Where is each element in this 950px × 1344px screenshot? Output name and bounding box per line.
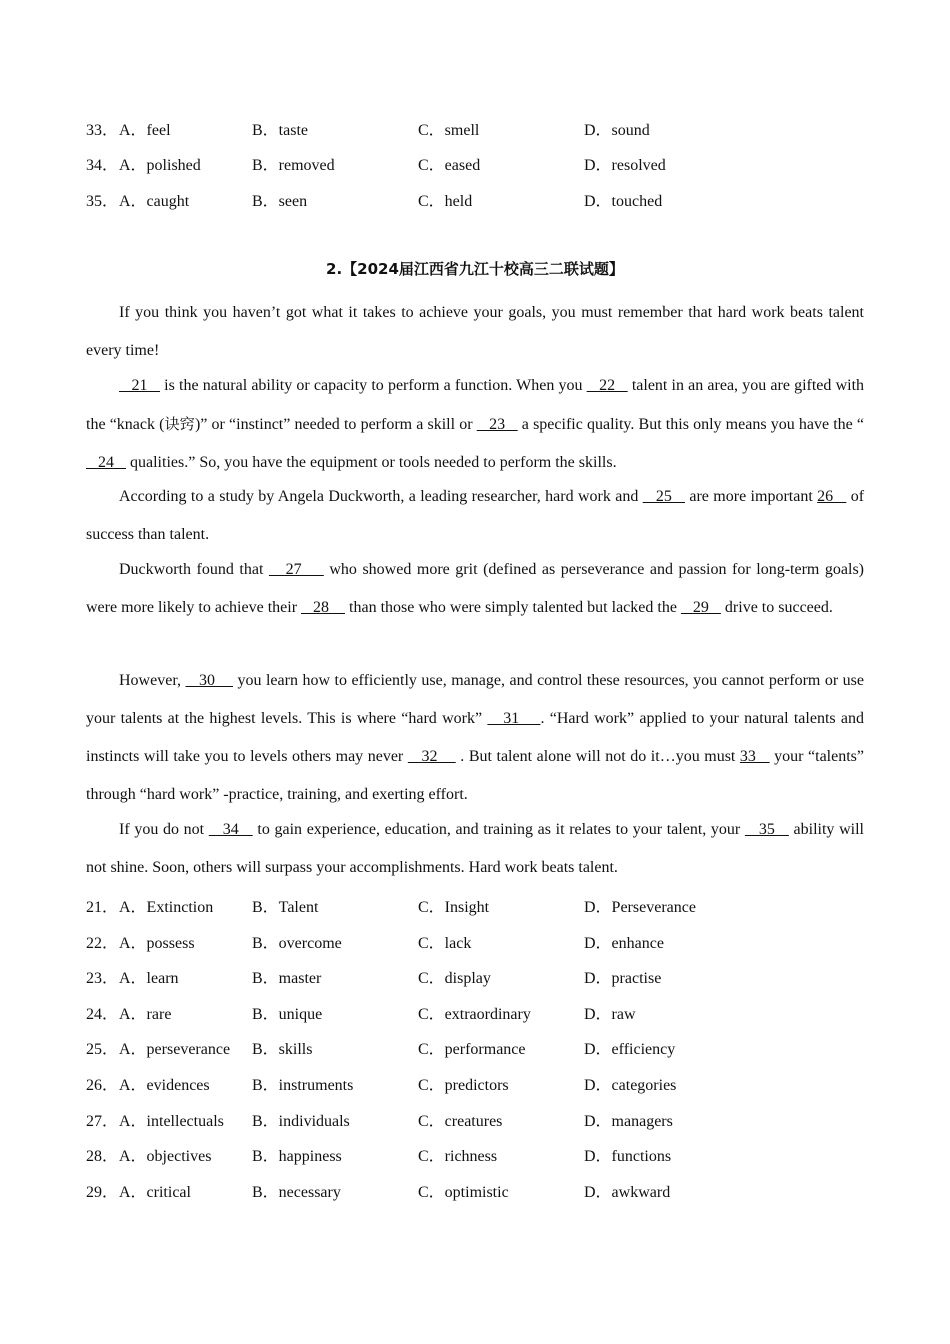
option-b: B．master [252,970,322,987]
option-a: A．feel [119,122,171,139]
option-a: A．critical [119,1184,191,1201]
option-d: D．functions [584,1148,672,1165]
option-b: B．overcome [252,935,342,952]
question-row-33 [86,117,866,139]
paragraph-text: is the natural ability or capacity to perform a function. When you [160,377,587,394]
option-c: C．smell [418,122,480,139]
option-b: B．necessary [252,1184,341,1201]
option-c: C．Insight [418,899,490,916]
paragraph-text: )” or “instinct” needed to perform a skill or [194,416,477,433]
chinese-gloss: 诀窍 [164,415,195,433]
question-row-29 [86,1179,866,1201]
option-a: A．caught [119,193,190,210]
question-row-23 [86,965,866,987]
blank-26: 26 [817,488,847,505]
paragraph-text: drive to succeed. [720,599,833,616]
blank-21: 21 [119,377,161,394]
option-b: B．taste [252,122,308,139]
paragraph-text: are more important [685,488,818,505]
passage-paragraph-5 [86,662,864,814]
question-number: 28． [86,1148,119,1165]
option-a: A．possess [119,935,195,952]
option-a: A．perseverance [119,1041,231,1058]
question-number: 25． [86,1041,119,1058]
option-d: D．enhance [584,935,664,952]
option-d: D．raw [584,1006,636,1023]
question-number: 21． [86,899,119,916]
blank-30: 30 [185,672,233,689]
option-c: C．performance [418,1041,526,1058]
option-a: A．objectives [119,1148,212,1165]
question-row-26 [86,1072,866,1094]
option-a: A．Extinction [119,899,214,916]
option-a: A．intellectuals [119,1113,224,1130]
paragraph-text: ability will not shine. Soon, others will surpass your accomplishments. Hard work beats talent. [86,821,864,876]
blank-32: 32 [407,748,456,765]
option-a: A．learn [119,970,179,987]
paragraph-text: If you do not [119,821,209,838]
paragraph-text: talent in an area, you are gifted with the “knack ( [86,377,865,433]
blank-24: 24 [86,454,126,471]
passage-paragraph-4 [86,551,864,627]
blank-23: 23 [476,416,518,433]
question-row-28 [86,1143,866,1165]
paragraph-text: a specific quality. But this only means you have the “ [517,416,865,433]
question-row-24 [86,1001,866,1023]
option-d: D．resolved [584,157,666,174]
blank-35: 35 [744,821,789,838]
blank-34: 34 [208,821,253,838]
paragraph-text: . But talent alone will not do it…you must [455,748,740,765]
option-a: A．evidences [119,1077,210,1094]
blank-27: 27 [268,561,324,578]
blank-33: 33 [739,748,770,765]
question-row-35 [86,188,866,210]
option-a: A．rare [119,1006,172,1023]
blank-28: 28 [301,599,346,616]
option-d: D．efficiency [584,1041,676,1058]
option-c: C．display [418,970,491,987]
option-c: C．creatures [418,1113,503,1130]
paragraph-text: . “Hard work” applied to your natural talents and instincts will take you to levels others may never [86,710,865,765]
option-b: B．unique [252,1006,323,1023]
question-number: 29． [86,1184,119,1201]
question-number: 35． [86,193,119,210]
passage-paragraph-1 [86,294,864,370]
option-d: D．managers [584,1113,673,1130]
option-a: A．polished [119,157,201,174]
option-c: C．lack [418,935,472,952]
paragraph-text: According to a study by Angela Duckworth, a leading researcher, hard work and [119,488,643,505]
option-b: B．happiness [252,1148,342,1165]
option-c: C．held [418,193,473,210]
option-b: B．individuals [252,1113,350,1130]
option-b: B．seen [252,193,308,210]
option-d: D．awkward [584,1184,671,1201]
passage-paragraph-3 [86,478,864,554]
paragraph-text: you learn how to efficiently use, manage, and control these resources, you cannot perform or use your talents at the highest levels. This is where “hard work” [86,672,864,727]
passage-paragraph-6 [86,811,864,887]
option-b: B．instruments [252,1077,354,1094]
option-b: B．skills [252,1041,313,1058]
option-c: C．optimistic [418,1184,509,1201]
option-c: C．eased [418,157,481,174]
question-number: 27． [86,1113,119,1130]
paragraph-text: If you think you haven’t got what it takes to achieve your goals, you must remember that hard work beats talent every time! [86,304,864,359]
blank-25: 25 [642,488,685,505]
question-number: 34． [86,157,119,174]
question-row-21 [86,894,866,916]
paragraph-text: to gain experience, education, and training as it relates to your talent, your [252,821,745,838]
paragraph-text: who showed more grit (defined as perseverance and passion for long-term goals) were more likely to achieve their [86,561,864,616]
option-b: B．removed [252,157,335,174]
paragraph-text: your “talents” through “hard work” -practice, training, and exerting effort. [86,748,865,803]
question-number: 26． [86,1077,119,1094]
section-title: 2.【2024届江西省九江十校高三二联试题】 [326,260,624,278]
question-row-34 [86,152,866,174]
option-d: D．practise [584,970,662,987]
option-c: C．predictors [418,1077,509,1094]
option-d: D．categories [584,1077,677,1094]
question-number: 33． [86,122,119,139]
option-c: C．richness [418,1148,498,1165]
option-d: D．sound [584,122,650,139]
question-row-25 [86,1036,866,1058]
blank-22: 22 [586,377,628,394]
paragraph-text: qualities.” So, you have the equipment or tools needed to perform the skills. [126,454,617,471]
option-d: D．Perseverance [584,899,696,916]
paragraph-text: Duckworth found that [119,561,269,578]
blank-29: 29 [680,599,721,616]
option-d: D．touched [584,193,663,210]
question-number: 22． [86,935,119,952]
option-c: C．extraordinary [418,1006,531,1023]
question-row-22 [86,930,866,952]
paragraph-text: than those who were simply talented but lacked the [345,599,681,616]
passage-paragraph-2 [86,367,864,482]
option-b: B．Talent [252,899,319,916]
paragraph-text: of success than talent. [86,488,865,543]
question-number: 23． [86,970,119,987]
question-row-27 [86,1108,866,1130]
question-number: 24． [86,1006,119,1023]
blank-31: 31 [487,710,541,727]
paragraph-text: However, [119,672,186,689]
